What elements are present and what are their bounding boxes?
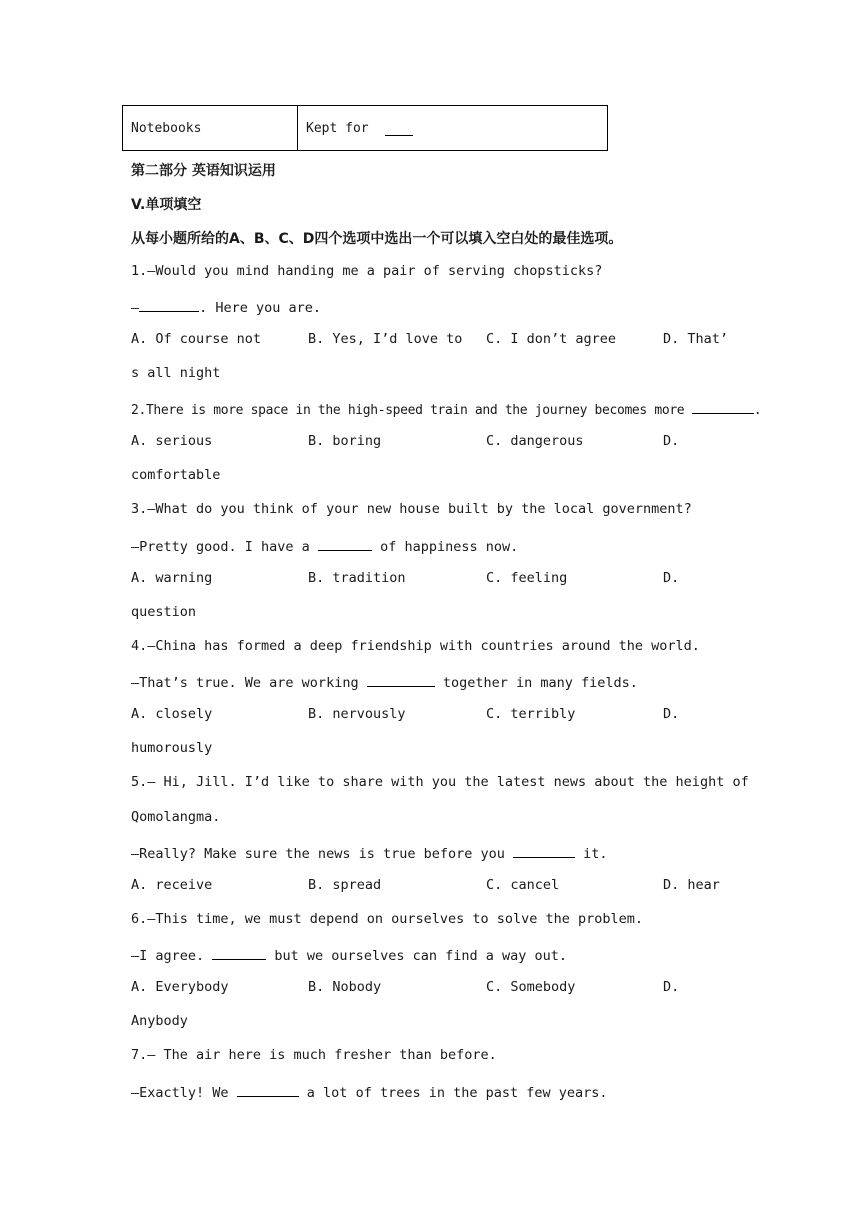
section-title: 第二部分 英语知识运用 (131, 163, 276, 179)
q4-stem: 4.—China has formed a deep friendship with countries around the world. (131, 638, 700, 654)
kept-for-label: Kept for (306, 120, 369, 136)
table-cell-kept-for (298, 106, 607, 150)
q1-option-d-cont: s all night (131, 365, 221, 381)
q6-blank[interactable] (212, 945, 266, 960)
q4-option-b[interactable]: B. nervously (308, 706, 406, 722)
q4-blank[interactable] (367, 672, 435, 687)
q3-reply-post: of happiness now. (371, 539, 519, 555)
q5-stem-cont: Qomolangma. (131, 809, 221, 825)
q3-option-b[interactable]: B. tradition (308, 570, 406, 586)
q4-reply (131, 672, 638, 691)
q2-stem-post: . (753, 403, 762, 418)
q5-reply (131, 843, 608, 862)
q5-option-c[interactable]: C. cancel (486, 877, 560, 893)
q6-option-d-cont: Anybody (131, 1013, 188, 1029)
q4-reply-pre: —That’s true. We are working (131, 675, 367, 691)
q6-option-a[interactable]: A. Everybody (131, 979, 229, 995)
q1-blank[interactable] (139, 297, 199, 312)
q3-option-c[interactable]: C. feeling (486, 570, 568, 586)
q2-option-d[interactable]: D. (663, 433, 680, 449)
q2-option-b[interactable]: B. boring (308, 433, 382, 449)
q5-reply-post: it. (575, 846, 608, 862)
q1-stem: 1.—Would you mind handing me a pair of serving chopsticks? (131, 263, 603, 279)
q7-stem: 7.— The air here is much fresher than before. (131, 1047, 497, 1063)
q4-option-d-cont: humorously (131, 740, 213, 756)
q4-option-a[interactable]: A. closely (131, 706, 213, 722)
q6-stem: 6.—This time, we must depend on ourselves to solve the problem. (131, 911, 644, 927)
notes-table (122, 105, 608, 151)
q5-option-a[interactable]: A. receive (131, 877, 213, 893)
q6-reply-pre: —I agree. (131, 948, 213, 964)
q3-reply-pre: —Pretty good. I have a (131, 539, 318, 555)
subsection-title: V.单项填空 (131, 197, 202, 213)
q5-blank[interactable] (513, 843, 575, 858)
q6-option-c[interactable]: C. Somebody (486, 979, 576, 995)
q6-option-b[interactable]: B. Nobody (308, 979, 382, 995)
q7-reply (131, 1082, 608, 1101)
q3-option-d[interactable]: D. (663, 570, 680, 586)
q2-option-c[interactable]: C. dangerous (486, 433, 584, 449)
q6-option-d[interactable]: D. (663, 979, 680, 995)
q1-option-b[interactable]: B. Yes, I’d love to (308, 331, 463, 347)
q1-option-a[interactable]: A. Of course not (131, 331, 262, 347)
q2-stem-pre: 2.There is more space in the high-speed train and the journey becomes more (131, 403, 692, 418)
q1-reply-post: . Here you are. (199, 300, 322, 316)
answer-blank[interactable] (385, 121, 413, 136)
q7-blank[interactable] (237, 1082, 299, 1097)
q3-option-a[interactable]: A. warning (131, 570, 213, 586)
q3-option-d-cont: question (131, 604, 197, 620)
q4-reply-post: together in many fields. (434, 675, 638, 691)
q3-stem: 3.—What do you think of your new house built by the local government? (131, 501, 692, 517)
q3-blank[interactable] (318, 536, 372, 551)
q1-option-d[interactable]: D. That’ (663, 331, 729, 347)
q5-option-b[interactable]: B. spread (308, 877, 382, 893)
q2-stem (131, 399, 761, 418)
q5-reply-pre: —Really? Make sure the news is true before you (131, 846, 514, 862)
q4-option-c[interactable]: C. terribly (486, 706, 576, 722)
q6-reply-post: but we ourselves can find a way out. (266, 948, 568, 964)
q2-option-a[interactable]: A. serious (131, 433, 213, 449)
q2-blank[interactable] (692, 399, 754, 414)
instruction: 从每小题所给的A、B、C、D四个选项中选出一个可以填入空白处的最佳选项。 (131, 231, 623, 247)
q3-reply (131, 536, 518, 555)
q1-reply-pre: — (131, 300, 140, 316)
q5-option-d[interactable]: D. hear (663, 877, 720, 893)
q2-option-d-cont: comfortable (131, 467, 221, 483)
q1-option-c[interactable]: C. I don’t agree (486, 331, 617, 347)
q7-reply-pre: —Exactly! We (131, 1085, 237, 1101)
q1-reply (131, 297, 321, 316)
q5-stem: 5.— Hi, Jill. I’d like to share with you the latest news about the height of (131, 774, 749, 790)
q7-reply-post: a lot of trees in the past few years. (298, 1085, 608, 1101)
q6-reply (131, 945, 567, 964)
table-cell-notebooks: Notebooks (123, 106, 298, 150)
q4-option-d[interactable]: D. (663, 706, 680, 722)
